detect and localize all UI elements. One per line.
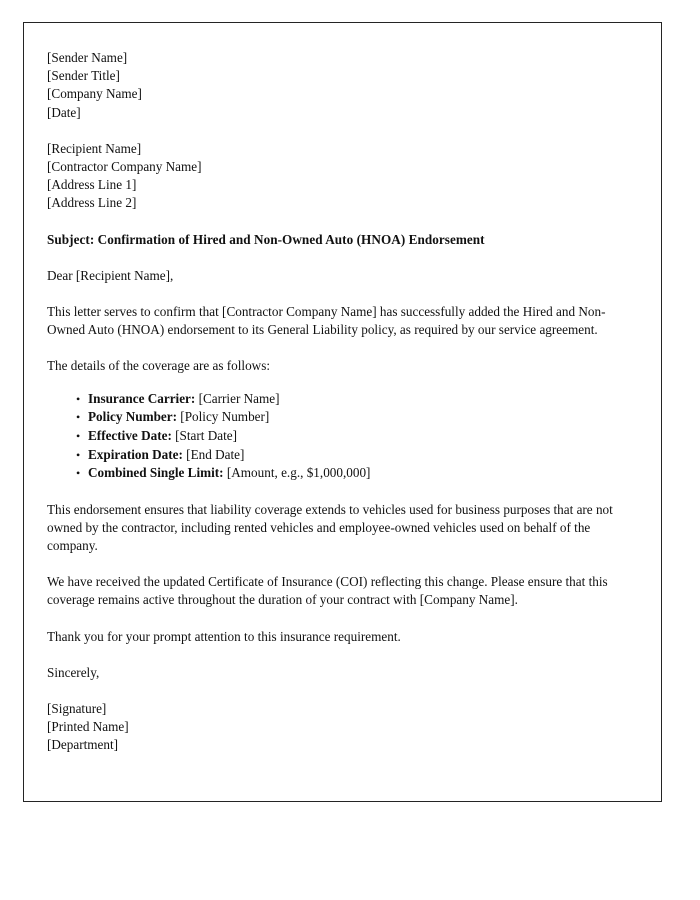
- sender-address-block: [47, 49, 625, 122]
- detail-value: [Amount, e.g., $1,000,000]: [226, 465, 371, 481]
- recipient-address-line-1: [Address Line 1]: [47, 177, 137, 193]
- paragraph-intro: This letter serves to confirm that [Contractor Company Name] has successfully added the Hired and Non-Owned Auto (HNOA) endorsement to its General Liability policy, as required by our service agreement.: [47, 304, 606, 338]
- list-item: [88, 408, 625, 426]
- sender-company: [Company Name]: [47, 86, 142, 102]
- detail-value: [Policy Number]: [180, 409, 270, 425]
- detail-label: Insurance Carrier:: [88, 390, 196, 406]
- detail-value: [End Date]: [186, 446, 245, 462]
- paragraph-thank-you: Thank you for your prompt attention to this insurance requirement.: [47, 628, 401, 644]
- coverage-details-intro: The details of the coverage are as follows:: [47, 358, 270, 374]
- sender-name: [Sender Name]: [47, 50, 128, 65]
- letter-page: [23, 22, 662, 802]
- detail-label: Policy Number:: [88, 409, 177, 425]
- list-item: [88, 446, 625, 464]
- closing-salutation: Sincerely,: [47, 664, 100, 680]
- detail-value: [Start Date]: [175, 428, 238, 444]
- printed-name: [Printed Name]: [47, 719, 129, 735]
- detail-label: Expiration Date:: [88, 446, 183, 462]
- department: [Department]: [47, 737, 119, 753]
- signature-block: [47, 700, 625, 755]
- list-item: [88, 427, 625, 445]
- list-item: [88, 464, 625, 482]
- sender-title: [Sender Title]: [47, 68, 120, 84]
- letter-date: [Date]: [47, 104, 81, 120]
- detail-value: [Carrier Name]: [198, 390, 280, 406]
- letter-content: [24, 23, 661, 775]
- recipient-name: [Recipient Name]: [47, 140, 142, 156]
- list-item: [88, 390, 625, 408]
- detail-label: Effective Date:: [88, 428, 172, 444]
- recipient-company: [Contractor Company Name]: [47, 159, 202, 175]
- recipient-address-block: [47, 140, 625, 213]
- salutation: Dear [Recipient Name],: [47, 267, 174, 283]
- subject-line: Subject: Confirmation of Hired and Non-Owned Auto (HNOA) Endorsement: [47, 231, 485, 247]
- recipient-address-line-2: [Address Line 2]: [47, 195, 137, 211]
- paragraph-coi-received: We have received the updated Certificate of Insurance (COI) reflecting this change. Please ensure that this coverage remains active throughout the duration of your contract with [Company Name].: [47, 574, 608, 608]
- signature-placeholder: [Signature]: [47, 701, 107, 717]
- detail-label: Combined Single Limit:: [88, 465, 224, 481]
- paragraph-endorsement-explanation: This endorsement ensures that liability coverage extends to vehicles used for business purposes that are not owned by the contractor, including rented vehicles and employee-owned vehicles used on behalf of the company.: [47, 501, 613, 554]
- coverage-details-list: [47, 390, 625, 483]
